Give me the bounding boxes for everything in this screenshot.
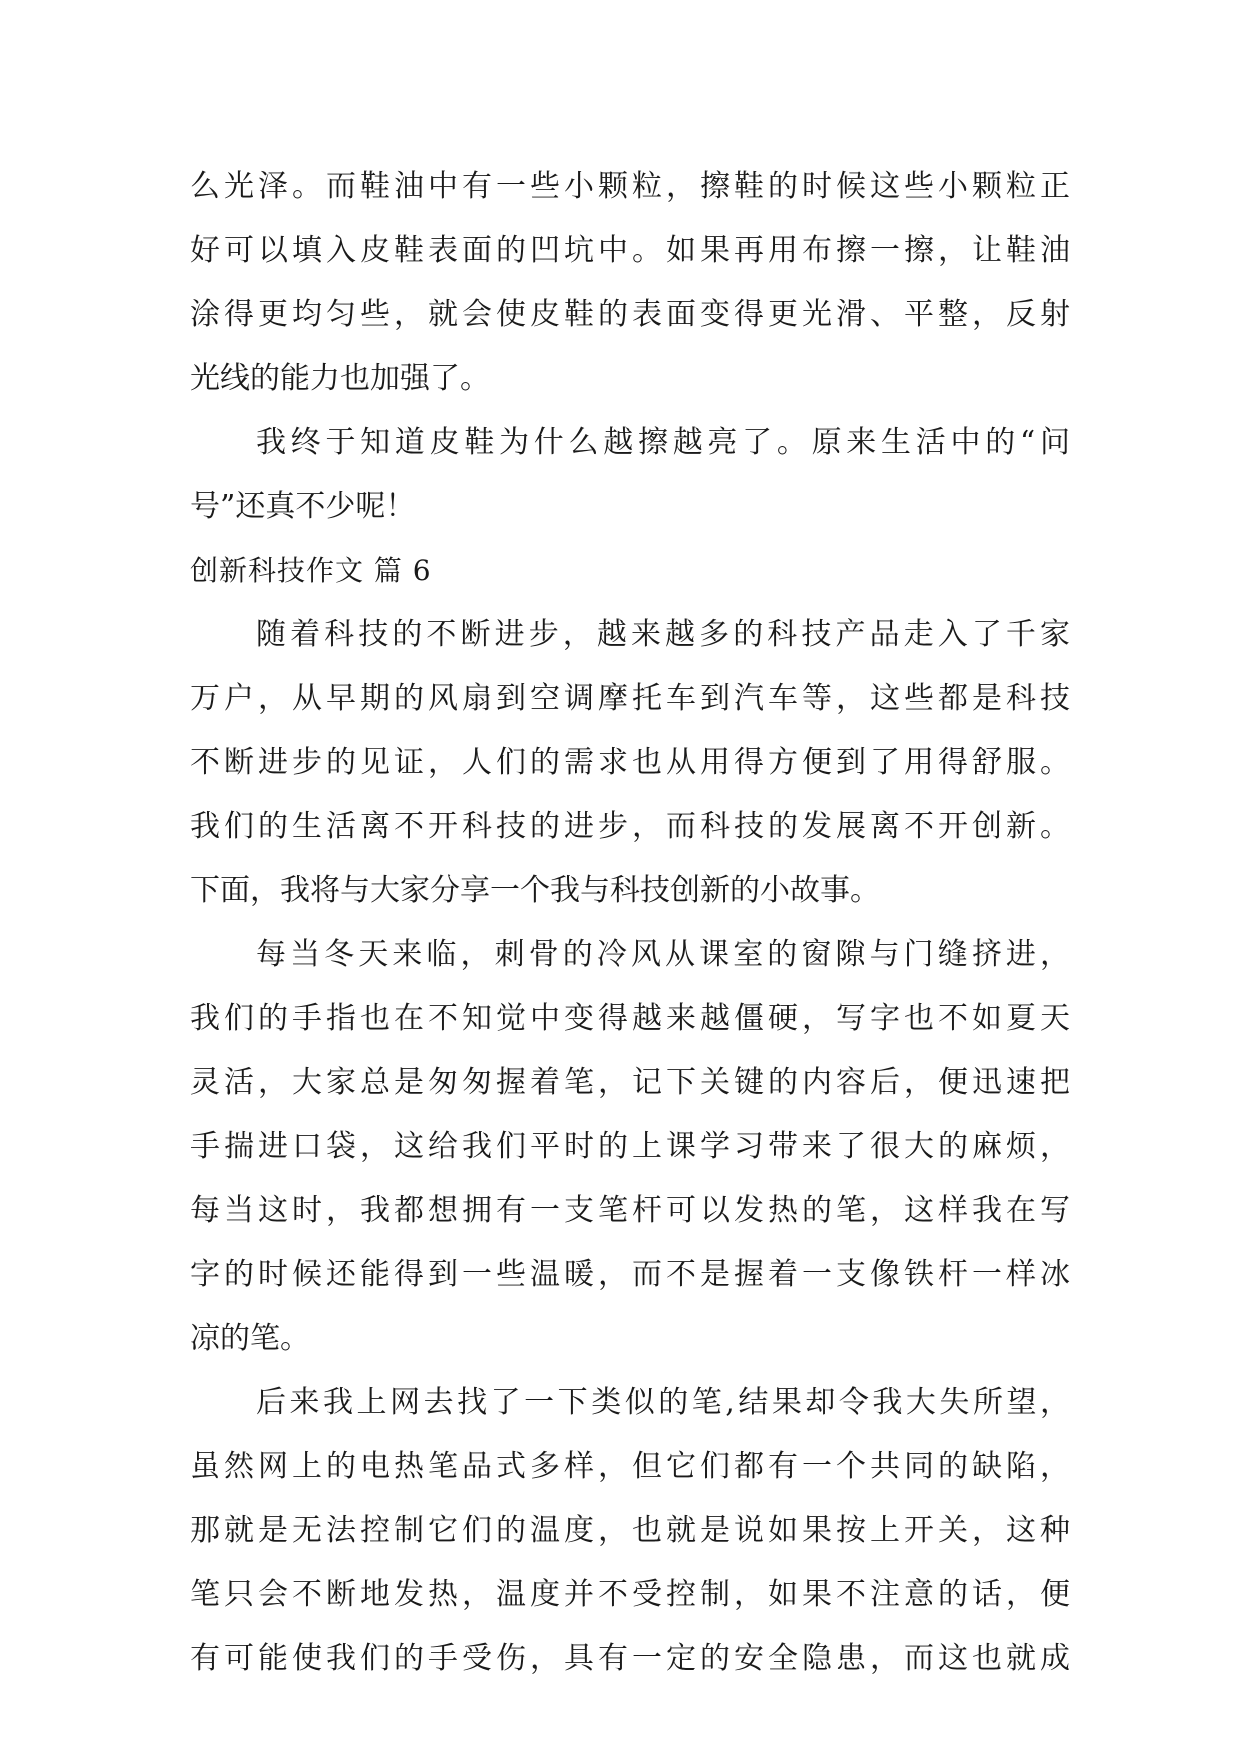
text-line: 手揣进口袋，这给我们平时的上课学习带来了很大的麻烦，: [190, 1129, 1070, 1164]
text-line: 每当这时，我都想拥有一支笔杆可以发热的笔，这样我在写: [190, 1193, 1070, 1228]
document-body: [190, 155, 1070, 1691]
text-line: 号”还真不少呢！: [190, 489, 416, 524]
text-line: 么光泽。而鞋油中有一些小颗粒，擦鞋的时候这些小颗粒正: [190, 169, 1070, 204]
text-line: 灵活，大家总是匆匆握着笔，记下关键的内容后，便迅速把: [190, 1065, 1070, 1100]
text-line: 不断进步的见证，人们的需求也从用得方便到了用得舒服。: [190, 745, 1070, 780]
text-line: 笔只会不断地发热，温度并不受控制，如果不注意的话，便: [190, 1577, 1070, 1612]
text-line: 万户，从早期的风扇到空调摩托车到汽车等，这些都是科技: [190, 681, 1070, 716]
text-line: 下面，我将与大家分享一个我与科技创新的小故事。: [190, 873, 880, 908]
paragraph-first-line: 随着科技的不断进步，越来越多的科技产品走入了千家: [256, 617, 1070, 652]
text-line: 我们的生活离不开科技的进步，而科技的发展离不开创新。: [190, 809, 1070, 844]
text-line: 好可以填入皮鞋表面的凹坑中。如果再用布擦一擦，让鞋油: [190, 233, 1070, 268]
paragraph-first-line: 我终于知道皮鞋为什么越擦越亮了。原来生活中的“问: [256, 425, 1070, 460]
paragraph-first-line: 后来我上网去找了一下类似的笔,结果却令我大失所望，: [256, 1385, 1070, 1420]
text-line: 虽然网上的电热笔品式多样，但它们都有一个共同的缺陷，: [190, 1449, 1070, 1484]
text-line: 字的时候还能得到一些温暖，而不是握着一支像铁杆一样冰: [190, 1257, 1070, 1292]
paragraph-first-line: 每当冬天来临，刺骨的冷风从课室的窗隙与门缝挤进，: [256, 937, 1070, 972]
text-line: 那就是无法控制它们的温度，也就是说如果按上开关，这种: [190, 1513, 1070, 1548]
text-line: 光线的能力也加强了。: [190, 361, 490, 396]
text-line: 凉的笔。: [190, 1321, 310, 1356]
text-line: 涂得更均匀些，就会使皮鞋的表面变得更光滑、平整，反射: [190, 297, 1070, 332]
section-heading: 创新科技作文 篇 6: [190, 554, 432, 587]
text-line: 我们的手指也在不知觉中变得越来越僵硬，写字也不如夏天: [190, 1001, 1070, 1036]
text-line: 有可能使我们的手受伤，具有一定的安全隐患，而这也就成: [190, 1641, 1070, 1676]
